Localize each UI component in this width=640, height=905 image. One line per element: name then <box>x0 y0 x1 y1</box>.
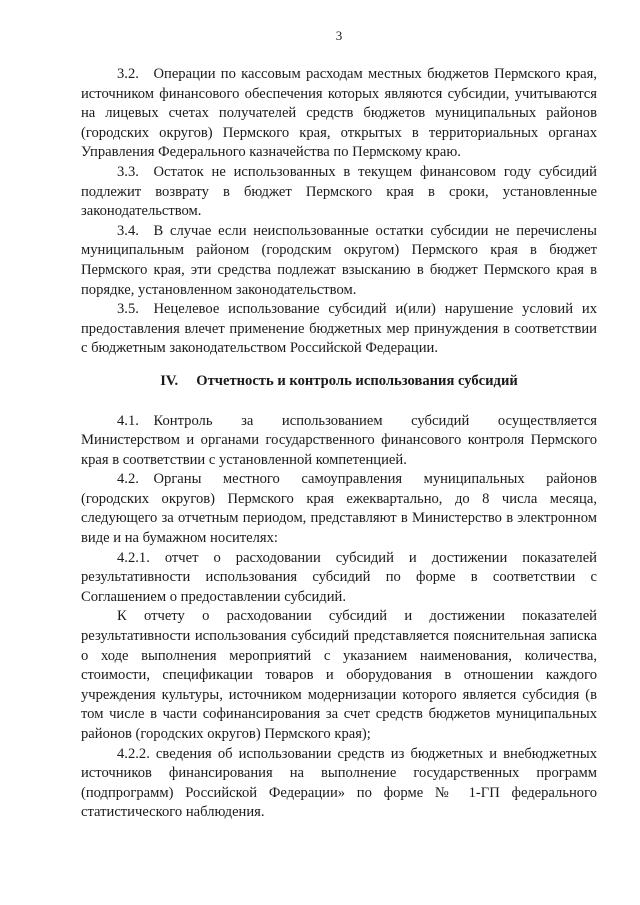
paragraph-3-2: 3.2. Операции по кассовым расходам местных бюджетов Пермского края, источником финансового обеспечения которых являются субсидии, учитываются на лицевых счетах получателей средств бюджетов муниципальных районов (городских округов) Пермского края, открытых в территориальных органах Управления Федерального казначейства по Пермскому краю. <box>81 66 597 161</box>
paragraph-4-2-1: 4.2.1. отчет о расходовании субсидий и достижении показателей результативности использования субсидий по форме в соответствии с Соглашением о предоставлении субсидий. <box>81 549 597 605</box>
section-number: IV. <box>160 372 179 389</box>
page-number: 3 <box>335 28 343 43</box>
paragraph-3-5: 3.5. Нецелевое использование субсидий и(или) нарушение условий их предоставления влечет применение бюджетных мер принуждения в соответствии с бюджетным законодательством Российской Федерации. <box>81 301 597 357</box>
section-title: Отчетность и контроль использования субсидий <box>196 372 518 389</box>
paragraph-4-1: 4.1. Контроль за использованием субсидий осуществляется Министерством и органами государственного финансового контроля Пермского края в соответствии с установленной компетенцией. <box>81 412 597 468</box>
section-heading <box>81 372 597 392</box>
paragraph-3-4: 3.4. В случае если неиспользованные остатки субсидии не перечислены муниципальным районом (городским округом) Пермского края в бюджет Пермского края, эти средства подлежат взысканию в бюджет Пермского края в порядке, установленном законодательством. <box>81 222 597 298</box>
paragraph-3-3: 3.3. Остаток не использованных в текущем финансовом году субсидий подлежит возврату в бюджет Пермского края в сроки, установленные законодательством. <box>81 163 597 220</box>
paragraph-4-2: 4.2. Органы местного самоуправления муниципальных районов (городских округов) Пермского края ежеквартально, до 8 числа месяца, следующего за отчетным периодом, представляют в Министерство в электронном виде и на бумажном носителях: <box>81 471 597 547</box>
document-page <box>81 28 597 823</box>
paragraph-4-2-2: 4.2.2. сведения об использовании средств из бюджетных и внебюджетных источников финансирования на выполнение государственных программ (подпрограмм) Российской Федерации» по форме № 1-ГП федерального статистического наблюдения. <box>81 745 597 821</box>
paragraph-explanatory-note: К отчету о расходовании субсидий и достижении показателей результативности использования субсидий представляется пояснительная записка о ходе выполнения мероприятий с указанием наименования, количества, стоимости, спецификации товаров и оборудования в отношении каждого учреждения культуры, источником модернизации которого является субсидия (в том числе в части софинансирования за счет средств бюджетов муниципальных районов (городских округов) Пермского края); <box>81 608 597 742</box>
